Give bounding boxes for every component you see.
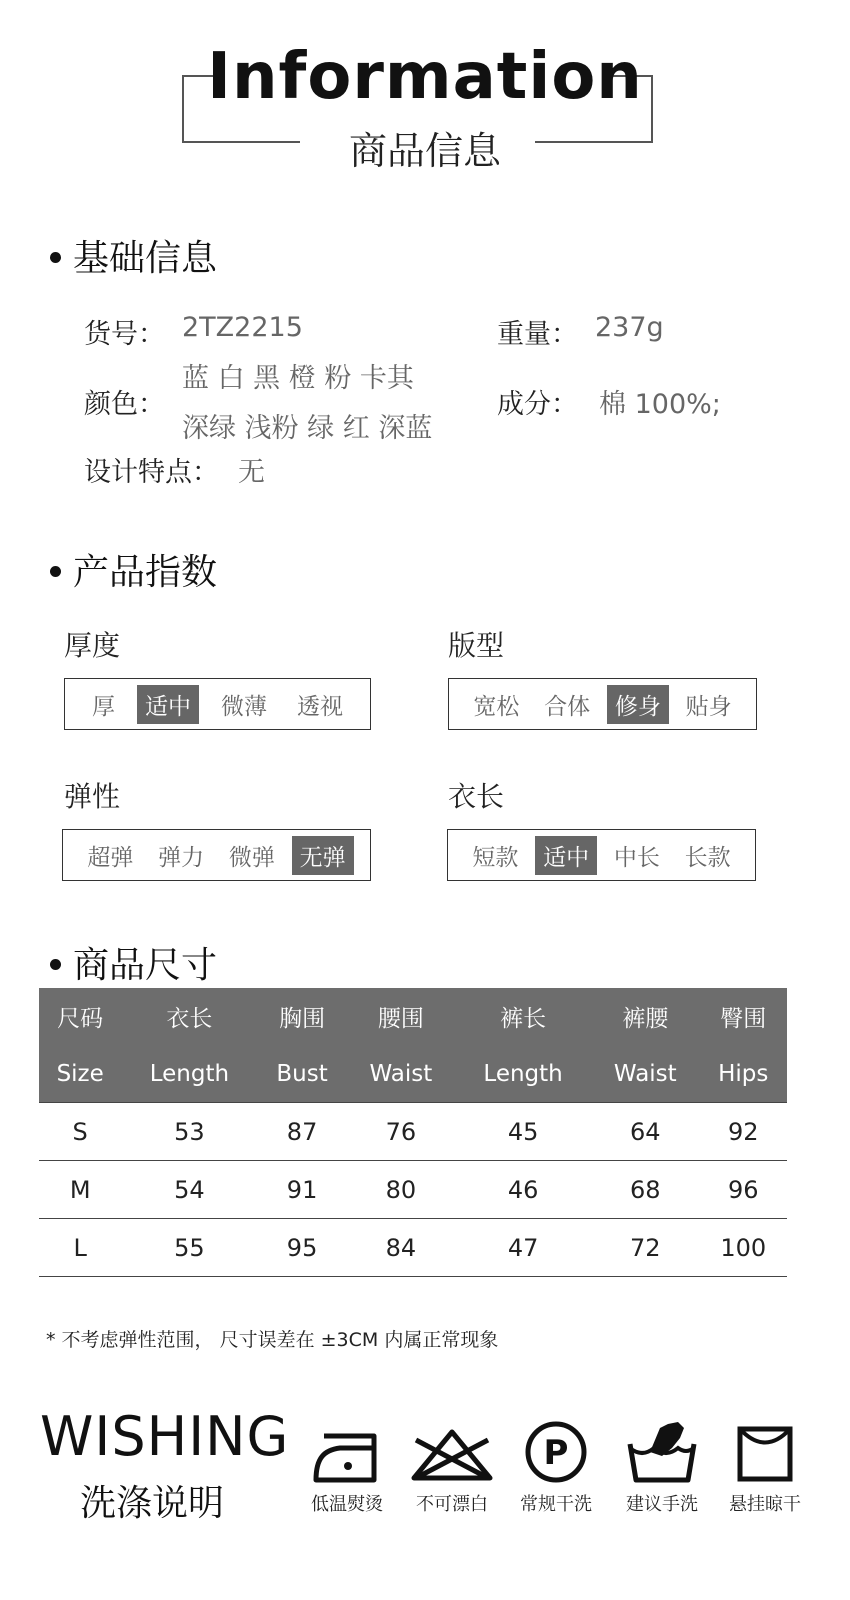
index-option-selected: 适中 bbox=[137, 685, 199, 724]
hand-wash-icon bbox=[626, 1418, 698, 1484]
table-header-cell: 腰围 bbox=[347, 988, 455, 1045]
table-cell: 47 bbox=[455, 1219, 591, 1277]
table-header-row-en bbox=[39, 1045, 787, 1103]
table-cell: 76 bbox=[347, 1103, 455, 1161]
index-option-selected: 适中 bbox=[535, 836, 597, 875]
index-option: 长款 bbox=[684, 844, 731, 871]
table-cell: 68 bbox=[591, 1161, 699, 1219]
index-fit-scale bbox=[448, 678, 757, 730]
item-no-label: 货号： bbox=[84, 319, 165, 350]
table-header-cell: Waist bbox=[591, 1045, 699, 1103]
index-option: 弹力 bbox=[158, 844, 205, 871]
table-header-cell: Bust bbox=[257, 1045, 346, 1103]
table-cell: 53 bbox=[121, 1103, 257, 1161]
wash-title: 洗涤说明 bbox=[80, 1483, 225, 1524]
svg-text:P: P bbox=[543, 1433, 569, 1473]
table-cell: 100 bbox=[699, 1219, 787, 1277]
weight-label: 重量： bbox=[497, 319, 578, 350]
index-fit-title: 版型 bbox=[448, 629, 505, 662]
table-header-row-cn bbox=[39, 988, 787, 1045]
index-option: 透视 bbox=[297, 693, 343, 720]
page-title: Information bbox=[207, 40, 643, 114]
table-header-cell: Hips bbox=[699, 1045, 787, 1103]
index-option: 微薄 bbox=[221, 693, 267, 720]
table-header-cell: Waist bbox=[347, 1045, 455, 1103]
table-cell: L bbox=[39, 1219, 121, 1277]
table-row bbox=[39, 1103, 787, 1161]
brand-name: WISHING bbox=[40, 1405, 290, 1468]
section-index-title: 产品指数 bbox=[73, 552, 218, 593]
table-cell: 95 bbox=[257, 1219, 346, 1277]
item-no-value: 2TZ2215 bbox=[182, 312, 303, 343]
index-option: 合体 bbox=[544, 693, 591, 720]
material-value: 棉 100%; bbox=[599, 389, 721, 420]
color-value-line1: 蓝 白 黑 橙 粉 卡其 bbox=[182, 363, 414, 394]
table-cell: M bbox=[39, 1161, 121, 1219]
table-header-cell: Length bbox=[121, 1045, 257, 1103]
care-label: 建议手洗 bbox=[626, 1494, 698, 1515]
index-option-selected: 无弹 bbox=[292, 836, 354, 875]
table-header-cell: 裤长 bbox=[455, 988, 591, 1045]
section-basic-title: 基础信息 bbox=[73, 238, 218, 279]
index-option: 中长 bbox=[613, 844, 660, 871]
table-header-cell: 裤腰 bbox=[591, 988, 699, 1045]
index-length-title: 衣长 bbox=[448, 780, 505, 813]
index-option-selected: 修身 bbox=[607, 685, 669, 724]
color-label: 颜色： bbox=[84, 389, 165, 420]
table-header-cell: Length bbox=[455, 1045, 591, 1103]
index-option: 微弹 bbox=[228, 844, 275, 871]
color-value-line2: 深绿 浅粉 绿 红 深蓝 bbox=[182, 413, 433, 444]
index-option: 宽松 bbox=[473, 693, 520, 720]
section-size-title: 商品尺寸 bbox=[73, 945, 218, 986]
index-length-scale bbox=[447, 829, 756, 881]
care-label: 低温熨烫 bbox=[311, 1494, 383, 1515]
table-header-cell: Size bbox=[39, 1045, 121, 1103]
table-row bbox=[39, 1219, 787, 1277]
section-index-heading bbox=[50, 544, 217, 595]
table-cell: 87 bbox=[257, 1103, 346, 1161]
index-thickness-scale bbox=[64, 678, 371, 730]
table-cell: 64 bbox=[591, 1103, 699, 1161]
dry-clean-p-icon bbox=[524, 1420, 588, 1484]
bullet-icon bbox=[50, 252, 61, 263]
index-thickness-title: 厚度 bbox=[64, 629, 121, 662]
table-cell: 84 bbox=[347, 1219, 455, 1277]
care-label: 常规干洗 bbox=[520, 1494, 592, 1515]
table-row bbox=[39, 1161, 787, 1219]
design-label: 设计特点： bbox=[84, 457, 219, 488]
design-value: 无 bbox=[238, 457, 265, 488]
iron-low-temp-icon bbox=[312, 1432, 386, 1484]
table-cell: 80 bbox=[347, 1161, 455, 1219]
table-cell: 92 bbox=[699, 1103, 787, 1161]
table-cell: S bbox=[39, 1103, 121, 1161]
table-header-cell: 尺码 bbox=[39, 988, 121, 1045]
table-cell: 54 bbox=[121, 1161, 257, 1219]
hang-dry-icon bbox=[737, 1426, 793, 1482]
care-label: 悬挂晾干 bbox=[729, 1494, 801, 1515]
bullet-icon bbox=[50, 566, 61, 577]
table-cell: 96 bbox=[699, 1161, 787, 1219]
table-cell: 72 bbox=[591, 1219, 699, 1277]
index-option: 厚 bbox=[92, 693, 115, 720]
index-option: 贴身 bbox=[685, 693, 732, 720]
index-option: 短款 bbox=[472, 844, 519, 871]
table-header-cell: 衣长 bbox=[121, 988, 257, 1045]
page-subtitle: 商品信息 bbox=[348, 129, 501, 173]
section-basic-heading bbox=[50, 230, 217, 281]
table-cell: 91 bbox=[257, 1161, 346, 1219]
size-note: * 不考虑弹性范围， 尺寸误差在 ±3CM 内属正常现象 bbox=[46, 1329, 499, 1351]
material-label: 成分： bbox=[497, 389, 578, 420]
care-label: 不可漂白 bbox=[416, 1494, 488, 1515]
index-option: 超弹 bbox=[87, 844, 134, 871]
table-cell: 55 bbox=[121, 1219, 257, 1277]
table-cell: 45 bbox=[455, 1103, 591, 1161]
bullet-icon bbox=[50, 959, 61, 970]
weight-value: 237g bbox=[595, 312, 664, 343]
index-elasticity-title: 弹性 bbox=[64, 780, 121, 813]
no-bleach-icon bbox=[410, 1428, 494, 1484]
index-elasticity-scale bbox=[62, 829, 371, 881]
section-size-heading bbox=[50, 937, 217, 988]
table-header-cell: 臀围 bbox=[699, 988, 787, 1045]
size-table bbox=[39, 988, 787, 1277]
table-header-cell: 胸围 bbox=[257, 988, 346, 1045]
table-cell: 46 bbox=[455, 1161, 591, 1219]
